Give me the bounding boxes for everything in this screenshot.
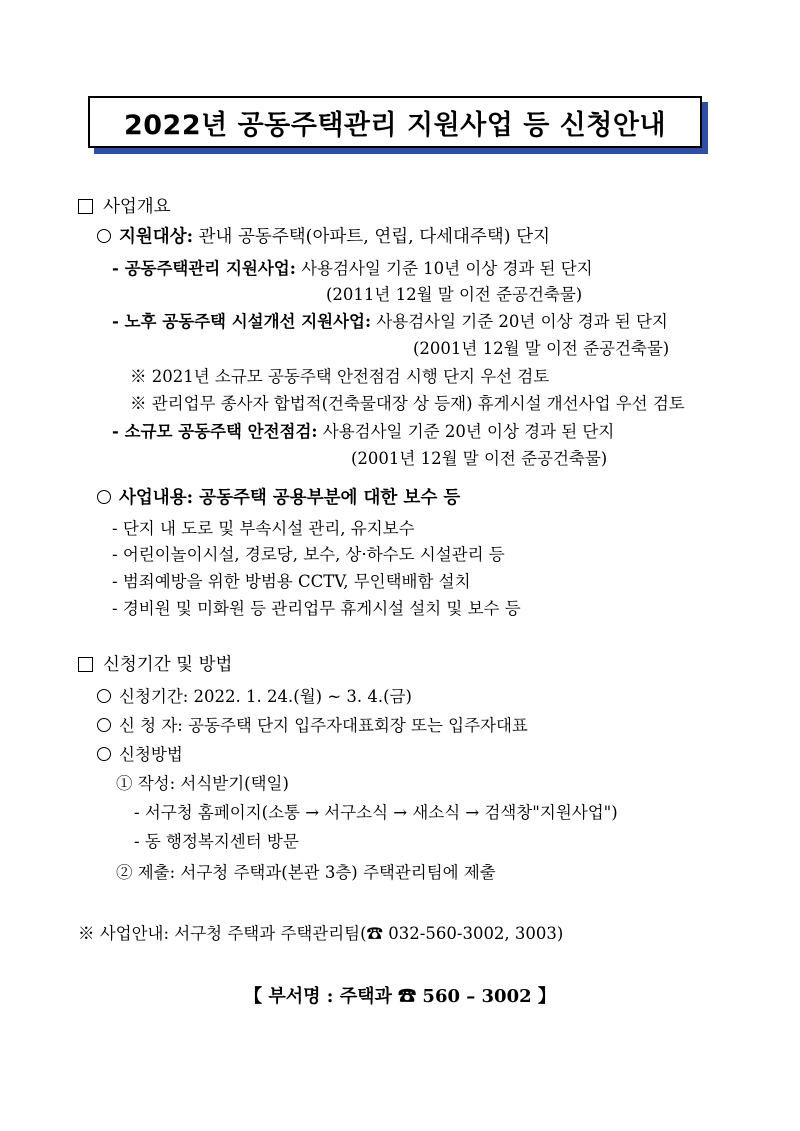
step1-item: - 서구청 홈페이지(소통 → 서구소식 → 새소식 → 검색창"지원사업") xyxy=(134,803,618,822)
list-item: - 범죄예방을 위한 방범용 CCTV, 무인택배함 설치 xyxy=(112,572,471,591)
applicant-text: 신 청 자: 공동주택 단지 입주자대표회장 또는 입주자대표 xyxy=(119,716,528,735)
program-label: 공동주택관리 지원사업: xyxy=(124,259,296,278)
section-heading: 사업개요 xyxy=(103,197,171,217)
program-sub: (2001년 12월 말 이전 준공건축물) xyxy=(351,449,608,468)
content-label: 사업내용: xyxy=(119,488,194,508)
program-sub: (2011년 12월 말 이전 준공건축물) xyxy=(326,285,583,304)
department-footer: 【 부서명 : 주택과 ☎ 560 – 3002 】 xyxy=(244,986,556,1007)
circle-bullet-icon xyxy=(97,689,111,703)
note-line: ※ 2021년 소규모 공동주택 안전점검 시행 단지 우선 검토 xyxy=(130,367,550,386)
program-text: 사용검사일 기준 10년 이상 경과 된 단지 xyxy=(295,259,593,278)
section-overview xyxy=(78,196,171,218)
list-item: - 어린이놀이시설, 경로당, 보수, 상·하수도 시설관리 등 xyxy=(112,545,505,564)
program-label: 소규모 공동주택 안전점검: xyxy=(124,422,318,441)
contact-line: ※ 사업안내: 서구청 주택과 주택관리팀(☎ 032-560-3002, 3003) xyxy=(78,924,564,943)
content-text: 공동주택 공용부분에 대한 보수 등 xyxy=(193,488,461,508)
content-line xyxy=(97,487,460,509)
program-line: - 노후 공동주택 시설개선 지원사업: 사용검사일 기준 20년 이상 경과 된 단지 xyxy=(112,312,668,331)
section-application xyxy=(78,654,232,676)
step2-line: ② 제출: 서구청 주택과(본관 3층) 주택관리팀에 제출 xyxy=(116,863,496,882)
checkbox-square-icon xyxy=(78,657,93,672)
target-text: 관내 공동주택(아파트, 연립, 다세대주택) 단지 xyxy=(193,227,550,247)
page-title: 2022년 공동주택관리 지원사업 등 신청안내 xyxy=(88,96,702,148)
program-sub: (2001년 12월 말 이전 준공건축물) xyxy=(413,339,670,358)
period-line xyxy=(97,686,412,708)
list-item: - 단지 내 도로 및 부속시설 관리, 유지보수 xyxy=(112,519,415,538)
applicant-line xyxy=(97,715,528,737)
circle-bullet-icon xyxy=(97,229,111,243)
program-label: 노후 공동주택 시설개선 지원사업: xyxy=(124,312,372,331)
target-label: 지원대상: xyxy=(119,227,194,247)
circle-bullet-icon xyxy=(97,718,111,732)
checkbox-square-icon xyxy=(78,199,93,214)
method-line xyxy=(97,744,183,766)
target-line xyxy=(97,226,550,248)
title-banner xyxy=(88,96,710,156)
program-text: 사용검사일 기준 20년 이상 경과 된 단지 xyxy=(317,422,615,441)
step1-item: - 동 행정복지센터 방문 xyxy=(134,832,299,851)
circle-bullet-icon xyxy=(97,490,111,504)
program-line: - 공동주택관리 지원사업: 사용검사일 기준 10년 이상 경과 된 단지 xyxy=(112,259,593,278)
section-heading: 신청기간 및 방법 xyxy=(103,655,233,675)
period-text: 신청기간: 2022. 1. 24.(월) ~ 3. 4.(금) xyxy=(119,687,412,706)
note-line: ※ 관리업무 종사자 합법적(건축물대장 상 등재) 휴게시설 개선사업 우선 검토 xyxy=(130,394,685,413)
circle-bullet-icon xyxy=(97,747,111,761)
program-text: 사용검사일 기준 20년 이상 경과 된 단지 xyxy=(371,312,668,331)
list-item: - 경비원 및 미화원 등 관리업무 휴게시설 설치 및 보수 등 xyxy=(112,599,521,618)
program-line: - 소규모 공동주택 안전점검: 사용검사일 기준 20년 이상 경과 된 단지 xyxy=(112,422,615,441)
step1-line: ① 작성: 서식받기(택일) xyxy=(116,774,289,793)
method-text: 신청방법 xyxy=(119,745,183,764)
